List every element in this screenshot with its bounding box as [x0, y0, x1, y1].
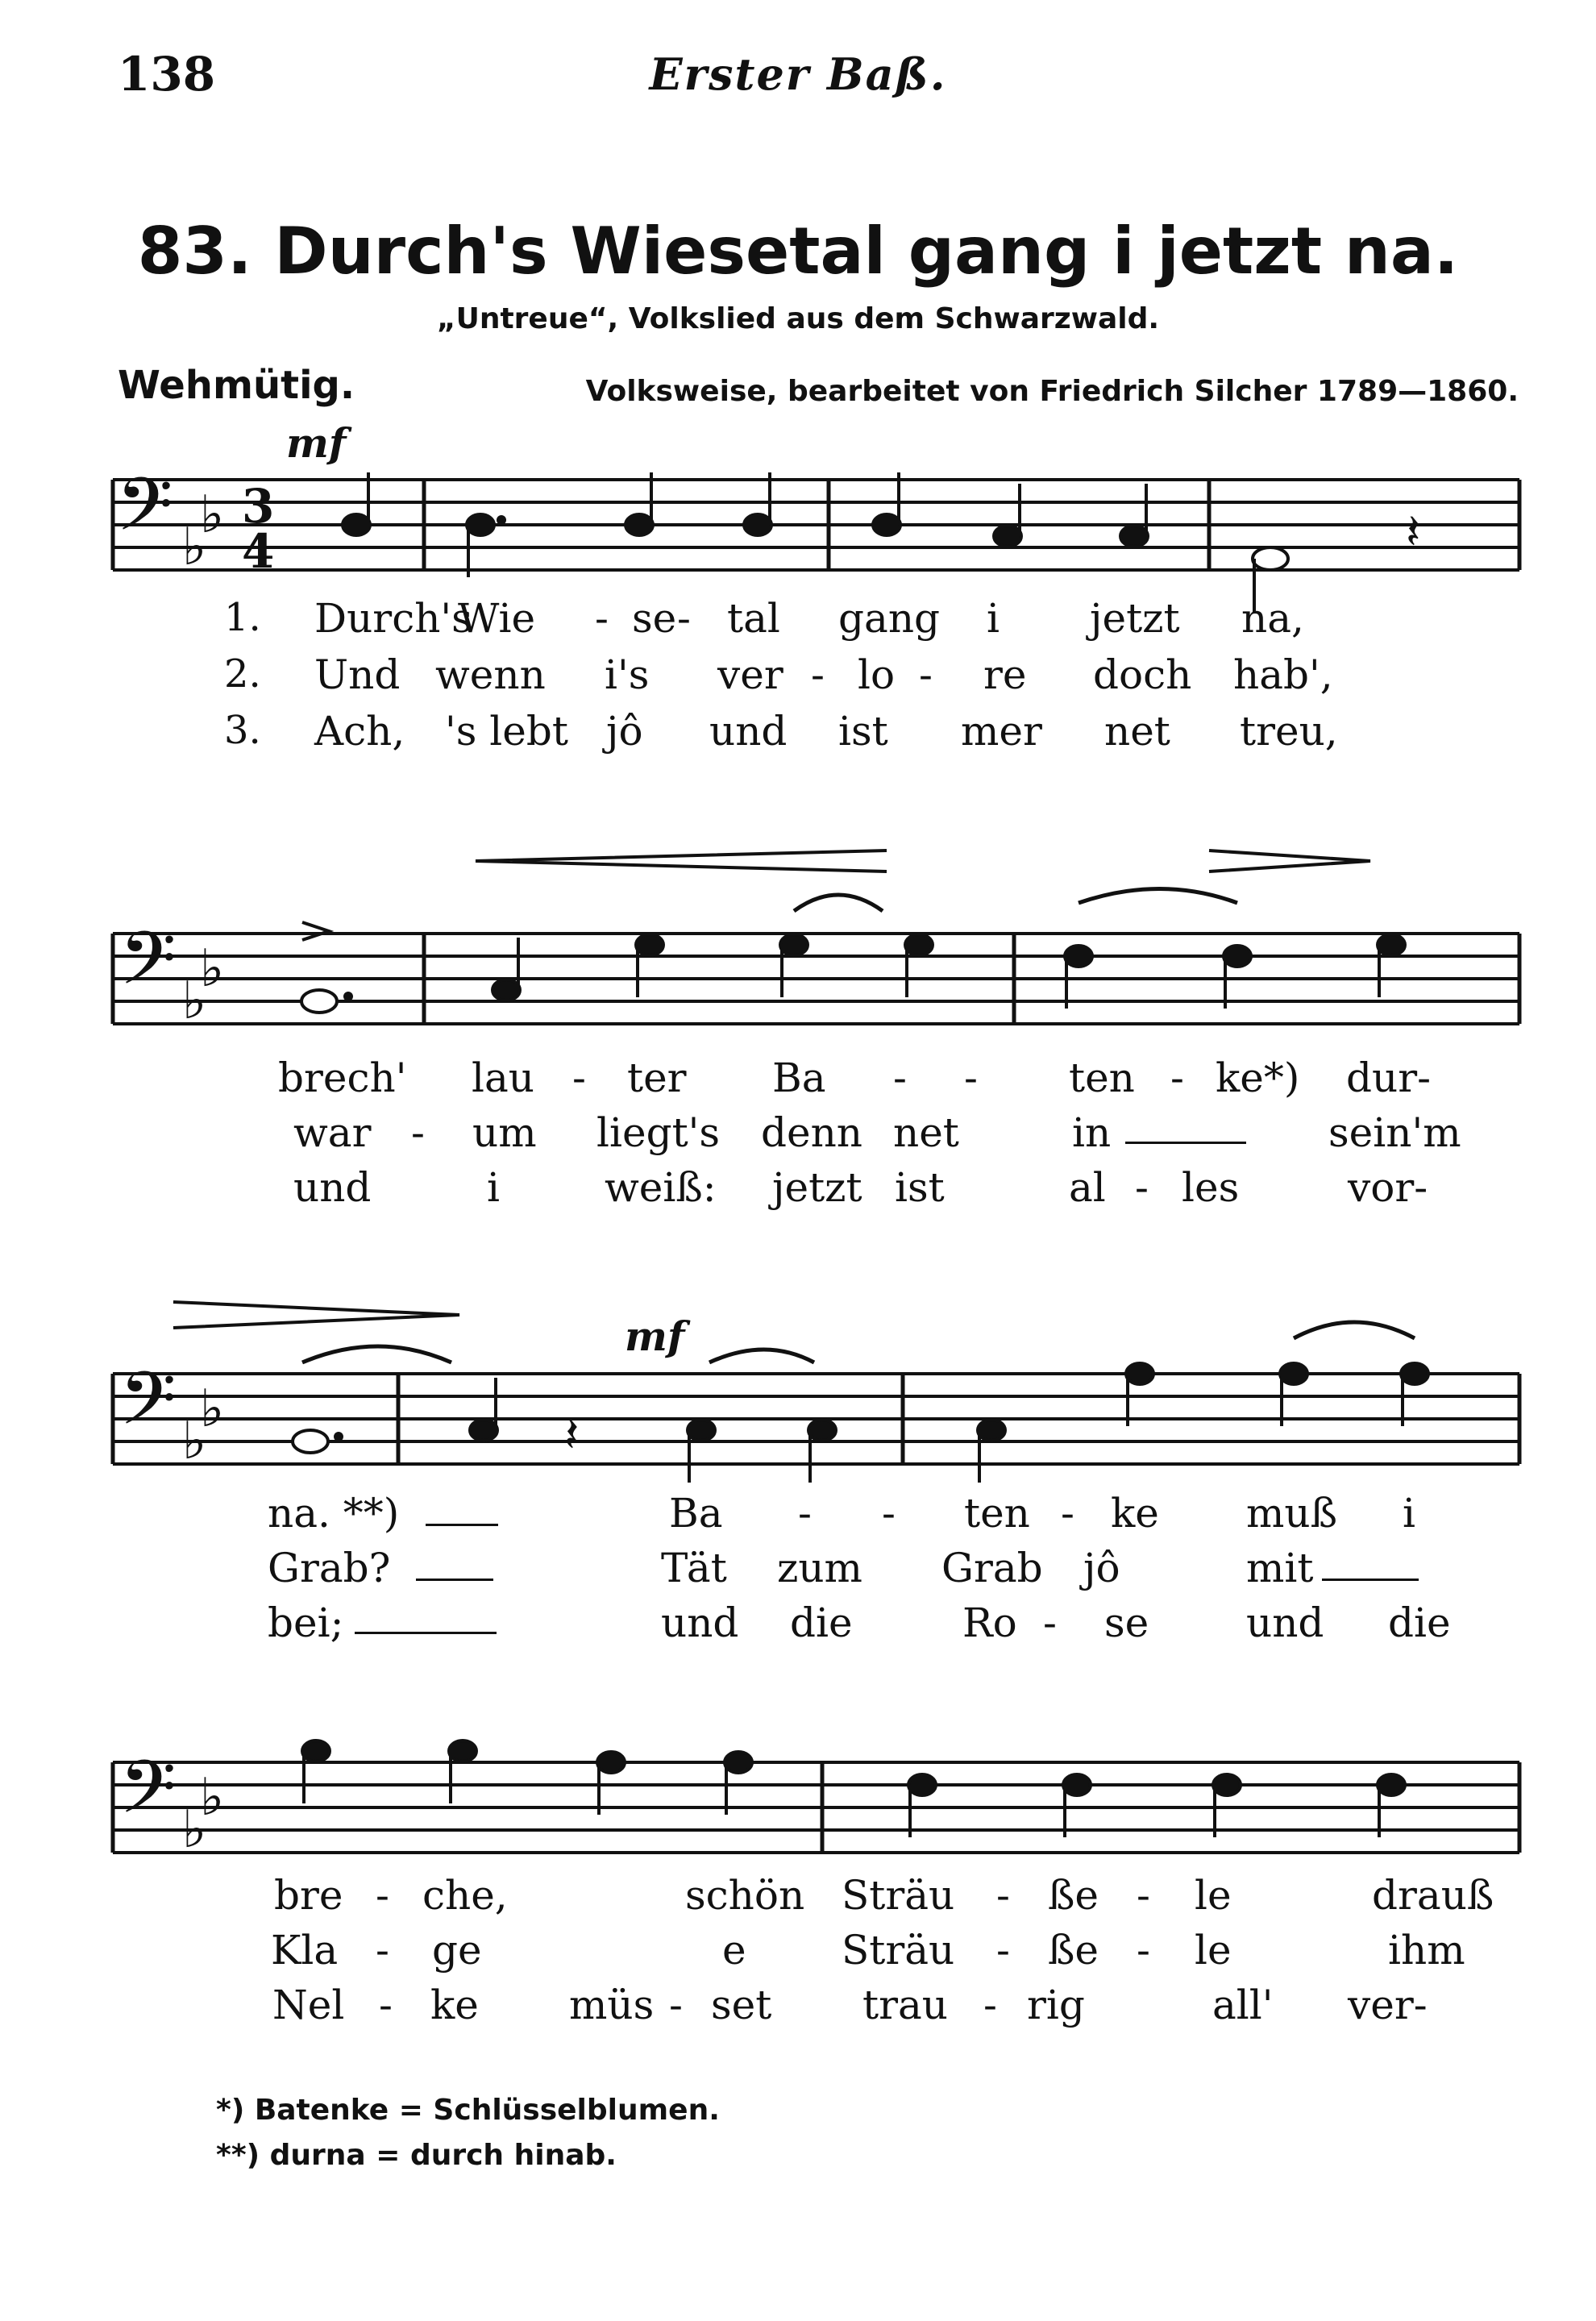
lyric-syllable: se — [1104, 1599, 1149, 1646]
footnote: **) durna = durch hinab. — [216, 2139, 617, 2172]
lyric-hyphen: - — [983, 1982, 997, 2028]
lyric-syllable: sein'm — [1328, 1109, 1461, 1156]
lyric-syllable: 's lebt — [445, 708, 568, 755]
footnote: *) Batenke = Schlüsselblumen. — [216, 2094, 720, 2127]
song-subtitle: „Untreue“, Volkslied aus dem Schwarzwald. — [436, 302, 1160, 335]
lyric-syllable: liegt's — [596, 1109, 721, 1156]
lyric-syllable: net — [1104, 708, 1170, 755]
lyric-syllable: brech' — [278, 1054, 407, 1101]
lyric-syllable: ten — [964, 1490, 1030, 1537]
lyric-syllable: die — [1388, 1599, 1451, 1646]
lyric-syllable: ße — [1048, 1872, 1099, 1919]
lyric-syllable: Grab — [941, 1545, 1043, 1591]
lyric-syllable: mer — [961, 708, 1042, 755]
lyric-hyphen: - — [1043, 1599, 1057, 1646]
composer-credit: Volksweise, bearbeitet von Friedrich Silcher 1789—1860. — [585, 375, 1519, 408]
lyric-syllable: Tät — [661, 1545, 727, 1591]
lyric-syllable: che, — [422, 1872, 508, 1919]
lyric-syllable: treu, — [1240, 708, 1338, 755]
page-number: 138 — [118, 47, 216, 102]
lyric-syllable: net — [893, 1109, 959, 1156]
flat-icon: ♭ — [182, 1412, 207, 1471]
lyric-syllable: Kla — [271, 1927, 339, 1974]
lyric-syllable: na, — [1241, 595, 1304, 642]
extender-line — [426, 1524, 498, 1526]
lyric-syllable: set — [711, 1982, 772, 2028]
lyric-syllable: Sträu — [842, 1927, 955, 1974]
time-signature-bottom: 4 — [242, 524, 275, 579]
lyric-syllable: ten — [1069, 1054, 1135, 1101]
lyric-syllable: drauß — [1372, 1872, 1494, 1919]
lyric-syllable: tal — [727, 595, 780, 642]
lyric-syllable: les — [1182, 1164, 1240, 1211]
lyric-syllable: jô — [1083, 1545, 1120, 1591]
note-head — [744, 514, 771, 535]
bass-clef-icon: 𝄢 — [119, 916, 177, 1019]
dynamic-mf: mf — [625, 1312, 685, 1360]
lyric-syllable: mit — [1246, 1545, 1314, 1591]
song-title: 83. Durch's Wiesetal gang i jetzt na. — [137, 214, 1459, 289]
note-head — [873, 514, 900, 535]
lyric-syllable: i — [1403, 1490, 1415, 1537]
lyric-syllable: zum — [777, 1545, 862, 1591]
lyric-syllable: Nel — [272, 1982, 345, 2028]
lyric-hyphen: - — [996, 1927, 1010, 1974]
lyric-syllable: lau — [472, 1054, 535, 1101]
lyric-syllable: und — [661, 1599, 739, 1646]
lyric-hyphen: - — [798, 1490, 812, 1537]
lyric-syllable: Ba — [669, 1490, 723, 1537]
lyric-syllable: ke — [1111, 1490, 1159, 1537]
lyric-hyphen: - — [996, 1872, 1010, 1919]
lyric-syllable: vor- — [1348, 1164, 1428, 1211]
lyric-syllable: ist — [838, 708, 888, 755]
lyric-syllable: muß — [1246, 1490, 1338, 1537]
verse-number: 2. — [224, 651, 261, 697]
extender-line — [1322, 1579, 1419, 1581]
note-head — [343, 514, 370, 535]
extender-line — [1125, 1142, 1246, 1144]
lyric-syllable: rig — [1027, 1982, 1085, 2028]
lyric-syllable: trau — [862, 1982, 949, 2028]
half-note-head — [301, 990, 337, 1013]
lyric-syllable: al — [1069, 1164, 1106, 1211]
note-head — [994, 526, 1021, 547]
lyric-hyphen: - — [811, 651, 825, 698]
lyric-syllable: i — [987, 595, 1000, 642]
extender-line — [355, 1632, 497, 1634]
lyric-syllable: Ro — [962, 1599, 1017, 1646]
lyric-syllable: all' — [1212, 1982, 1274, 2028]
lyric-syllable: i — [487, 1164, 500, 1211]
quarter-rest-icon: 𝄽 — [564, 1407, 580, 1463]
lyric-syllable: und — [1246, 1599, 1324, 1646]
lyric-syllable: ver — [717, 651, 783, 698]
lyric-syllable: ke*) — [1216, 1054, 1300, 1101]
lyric-syllable: war — [293, 1109, 372, 1156]
flat-icon: ♭ — [200, 1768, 225, 1828]
lyric-syllable: ge — [432, 1927, 482, 1974]
lyric-syllable: die — [790, 1599, 853, 1646]
lyric-hyphen: - — [1137, 1927, 1150, 1974]
bass-clef-icon: 𝄢 — [116, 462, 173, 565]
lyric-hyphen: - — [1061, 1490, 1074, 1537]
lyric-syllable: le — [1195, 1872, 1232, 1919]
bass-clef-icon: 𝄢 — [119, 1745, 177, 1848]
lyric-syllable: Und — [314, 651, 401, 698]
lyric-syllable: hab', — [1233, 651, 1333, 698]
flat-icon: ♭ — [200, 939, 225, 999]
tempo-marking: Wehmütig. — [118, 363, 355, 408]
lyric-syllable: le — [1195, 1927, 1232, 1974]
lyric-syllable: Ach, — [314, 708, 405, 755]
lyric-syllable: bre — [274, 1872, 343, 1919]
note-head — [626, 514, 653, 535]
footnotes — [216, 2088, 720, 2178]
lyric-syllable: lo — [858, 651, 896, 698]
lyric-syllable: jetzt — [772, 1164, 862, 1211]
lyric-syllable: und — [709, 708, 788, 755]
lyric-syllable: jô — [606, 708, 643, 755]
lyric-syllable: ver- — [1348, 1982, 1428, 2028]
staff-line-group — [113, 480, 1519, 570]
quarter-rest-icon: 𝄽 — [1406, 504, 1421, 560]
lyric-syllable: um — [472, 1109, 537, 1156]
lyric-hyphen: - — [882, 1490, 896, 1537]
lyric-hyphen: - — [376, 1872, 389, 1919]
bass-clef-icon: 𝄢 — [119, 1356, 177, 1459]
lyric-hyphen: - — [595, 595, 609, 642]
lyric-hyphen: - — [1137, 1872, 1150, 1919]
dynamic-mf: mf — [286, 419, 347, 467]
lyric-hyphen: - — [893, 1054, 907, 1101]
lyric-hyphen: - — [1135, 1164, 1149, 1211]
lyric-hyphen: - — [919, 651, 933, 698]
lyric-syllable: ihm — [1388, 1927, 1465, 1974]
lyric-syllable: se — [632, 595, 677, 642]
lyric-syllable: doch — [1093, 651, 1192, 698]
lyric-syllable: i's — [605, 651, 650, 698]
extender-line — [416, 1579, 493, 1581]
lyric-syllable: und — [293, 1164, 372, 1211]
lyric-hyphen: - — [411, 1109, 425, 1156]
lyric-syllable: ße — [1048, 1927, 1099, 1974]
lyric-syllable: ter — [627, 1054, 687, 1101]
note-head — [1120, 526, 1148, 547]
lyric-hyphen: - — [376, 1927, 389, 1974]
lyric-syllable: bei; — [268, 1599, 344, 1646]
lyric-hyphen: - — [1170, 1054, 1184, 1101]
flat-icon: ♭ — [200, 1379, 225, 1439]
lyric-hyphen: - — [677, 595, 691, 642]
lyric-syllable: denn — [761, 1109, 863, 1156]
lyric-syllable: ist — [895, 1164, 945, 1211]
lyric-syllable: Ba — [772, 1054, 826, 1101]
lyric-syllable: schön — [685, 1872, 805, 1919]
lyric-syllable: weiß: — [605, 1164, 717, 1211]
lyric-syllable: müs — [569, 1982, 655, 2028]
lyric-syllable: dur- — [1346, 1054, 1432, 1101]
lyric-syllable: na. **) — [268, 1490, 400, 1537]
lyric-syllable: Durch's — [314, 595, 472, 642]
dot — [498, 517, 505, 523]
lyric-syllable: re — [983, 651, 1027, 698]
half-note-head — [1253, 547, 1288, 570]
lyric-hyphen: - — [572, 1054, 586, 1101]
lyric-hyphen: - — [379, 1982, 393, 2028]
time-signature-top: 3 — [242, 479, 275, 534]
lyric-syllable: in — [1072, 1109, 1112, 1156]
lyric-syllable: Wie — [458, 595, 536, 642]
lyric-syllable: Sträu — [842, 1872, 955, 1919]
flat-icon: ♭ — [182, 518, 207, 577]
running-title: Erster Baß. — [649, 48, 947, 100]
lyric-syllable: gang — [838, 595, 941, 642]
flat-icon: ♭ — [182, 971, 207, 1031]
lyric-syllable: ke — [430, 1982, 479, 2028]
lyric-syllable: Grab? — [268, 1545, 391, 1591]
verse-number: 3. — [224, 708, 261, 753]
lyric-hyphen: - — [669, 1982, 683, 2028]
flat-icon: ♭ — [200, 485, 225, 545]
lyric-syllable: wenn — [435, 651, 546, 698]
lyric-hyphen: - — [964, 1054, 978, 1101]
lyric-syllable: e — [722, 1927, 746, 1974]
note-head — [467, 514, 494, 535]
verse-number: 1. — [224, 595, 261, 640]
flat-icon: ♭ — [182, 1800, 207, 1860]
lyric-syllable: jetzt — [1090, 595, 1180, 642]
